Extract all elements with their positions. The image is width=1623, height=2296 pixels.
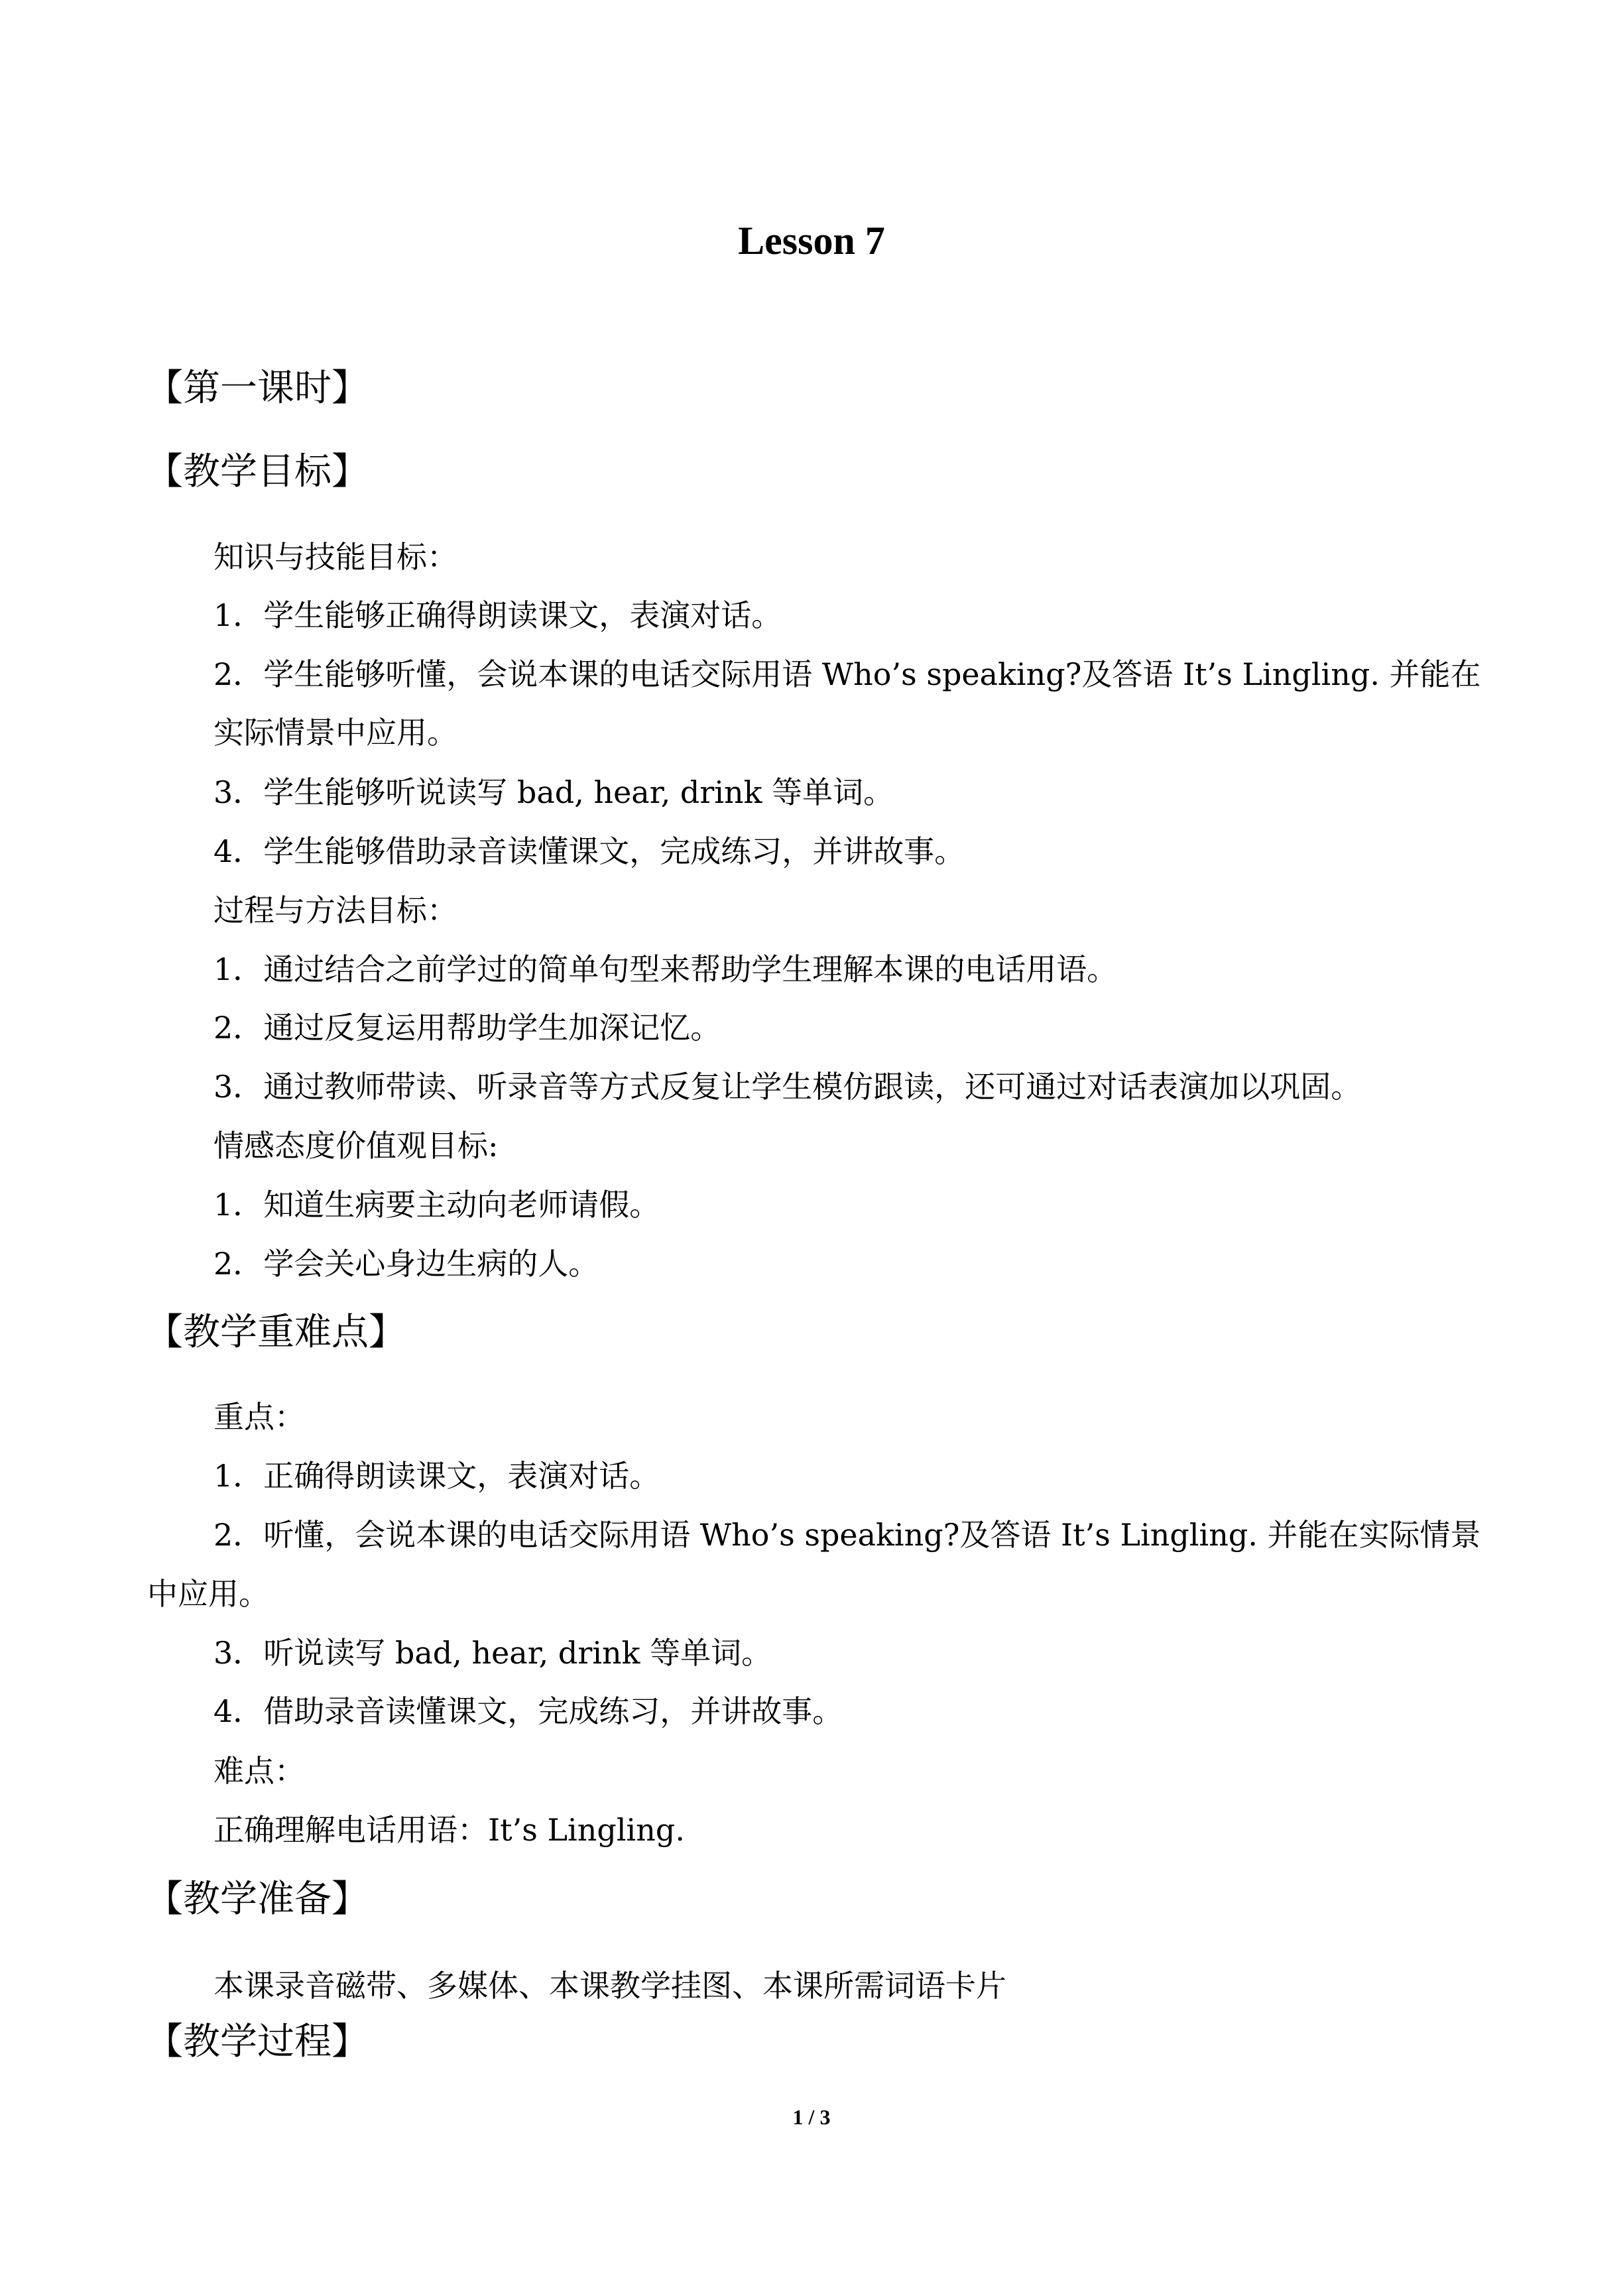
- key-points-item-1: 1．正确得朗读课文，表演对话。: [213, 1458, 660, 1494]
- objectives-knowledge-item-3: 3．学生能够听说读写 bad, hear, drink 等单词。: [213, 774, 894, 810]
- key-points-difficult-item-1: 正确理解电话用语：It’s Lingling.: [213, 1812, 685, 1848]
- objectives-knowledge-item-2: 2．学生能够听懂，会说本课的电话交际用语 Who’s speaking?及答语 It’s Lingling. 并能在: [213, 656, 1481, 692]
- key-points-key-label: 重点：: [213, 1399, 305, 1435]
- objectives-knowledge-label: 知识与技能目标：: [213, 539, 457, 575]
- objectives-process-item-2: 2．通过反复运用帮助学生加深记忆。: [213, 1010, 721, 1046]
- objectives-emotion-label: 情感态度价值观目标:: [213, 1128, 499, 1164]
- section-heading-period: 【第一课时】: [146, 367, 369, 410]
- objectives-emotion-item-1: 1．知道生病要主动向老师请假。: [213, 1187, 660, 1223]
- key-points-item-2: 2．听懂，会说本课的电话交际用语 Who’s speaking?及答语 It’s Lingling. 并能在实际情景: [213, 1517, 1481, 1553]
- key-points-item-4: 4．借助录音读懂课文，完成练习，并讲故事。: [213, 1693, 843, 1729]
- section-heading-process: 【教学过程】: [146, 2020, 369, 2063]
- objectives-knowledge-item-1: 1．学生能够正确得朗读课文，表演对话。: [213, 597, 782, 633]
- section-heading-preparation: 【教学准备】: [146, 1878, 369, 1921]
- document-title: Lesson 7: [738, 219, 885, 263]
- objectives-knowledge-item-4: 4．学生能够借助录音读懂课文，完成练习，并讲故事。: [213, 833, 965, 869]
- key-points-item-2-continued: 中应用。: [147, 1576, 269, 1612]
- objectives-process-item-1: 1．通过结合之前学过的简单句型来帮助学生理解本课的电话用语。: [213, 951, 1118, 987]
- preparation-text: 本课录音磁带、多媒体、本课教学挂图、本课所需词语卡片: [213, 1968, 1006, 2004]
- key-points-item-3: 3．听说读写 bad, hear, drink 等单词。: [213, 1635, 772, 1671]
- objectives-process-label: 过程与方法目标：: [213, 892, 457, 928]
- objectives-knowledge-item-2-continued: 实际情景中应用。: [213, 715, 457, 751]
- page-number: 1 / 3: [792, 2105, 831, 2129]
- objectives-process-item-3: 3．通过教师带读、听录音等方式反复让学生模仿跟读，还可通过对话表演加以巩固。: [213, 1069, 1362, 1105]
- section-heading-objectives: 【教学目标】: [146, 450, 369, 493]
- objectives-emotion-item-2: 2．学会关心身边生病的人。: [213, 1246, 599, 1282]
- key-points-difficult-label: 难点：: [213, 1753, 305, 1789]
- section-heading-key-points: 【教学重难点】: [146, 1311, 406, 1354]
